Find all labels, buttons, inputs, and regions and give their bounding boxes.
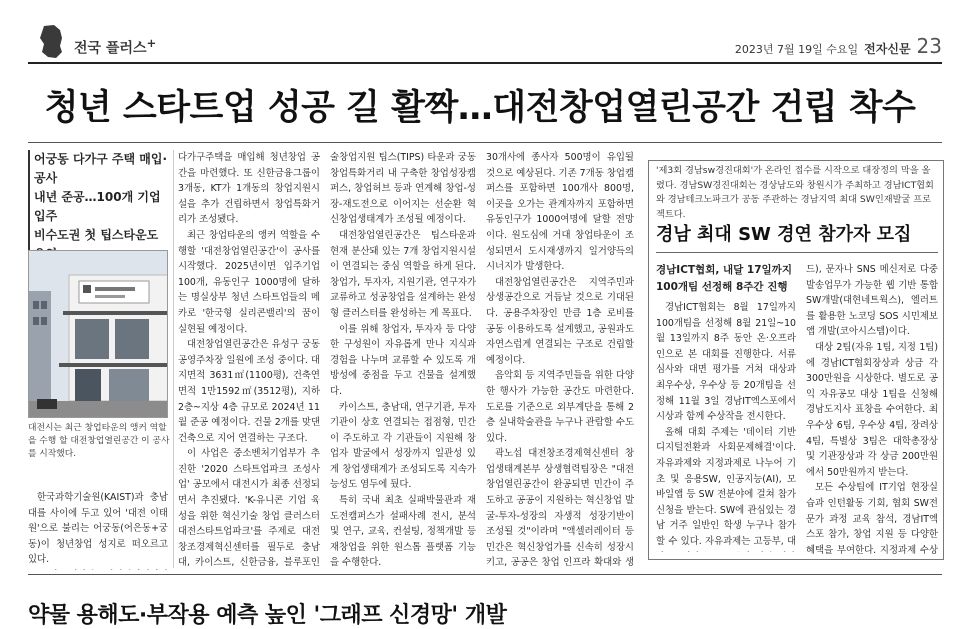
- paragraph: 대전창업열린공간은 지역주민과 상생공간으로 거듭날 것으로 기대된다. 공용주차장인 만큼 1층 로비를 공동 이용하도록 설계했고, 공원과도 자연스럽게 연결되는 구조로 건립할 예정이다.: [486, 276, 634, 366]
- section-title: 전국 플러스+: [74, 36, 157, 57]
- headline-rule: [28, 142, 942, 143]
- article-column-3: [330, 150, 476, 570]
- header-rule: [28, 62, 942, 64]
- column-divider: [173, 150, 174, 568]
- paragraph: 특히 국내 최초 실패박물관과 재도전캠퍼스가 설패사례 전시, 분석 및 연구, 교육, 컨설팅, 정책개발 등 재창업을 위한 원스톱 플랫폼 기능을 수행한다.: [330, 495, 476, 569]
- building-photo: [28, 250, 168, 418]
- bottom-rule: [28, 574, 942, 575]
- paragraph: [28, 568, 168, 570]
- paragraph: 대전창업열린공간은 유성구 궁동 공영주차장 일원에 조성 중이다. 대지면적 3631㎡(1100평), 건축연면적 1만1592㎡(3512평), 지하 2층~지상 4층 규모로 2024년 11월 준공 예정이다. 건물 2개를 맞댄 건축으로 지어 연결하는 구조다.: [178, 339, 320, 444]
- paragraph: 술창업지원 팁스(TIPS) 타운과 궁동 창업특화거리 내 구축한 창업성장캠퍼스, 창업허브 등과 연계해 창업-성장-재도전으로 이어지는 선순환 혁신창업생태계가 조성될 예정이다.: [330, 152, 476, 226]
- paragraph: 한국과학기술원(KAIST)과 충남대를 사이에 두고 있어 '대전 이태원'으로 불리는 어궁동(어은동+궁동)이 청년창업 성지로 떠오르고 있다.: [28, 492, 168, 566]
- next-article-headline: 약물 용해도·부작용 예측 높인 '그래프 신경망' 개발: [28, 603, 507, 628]
- photo-caption: 대전시는 최근 창업타운의 앵커 역할을 수행 할 대전창업열린공간 이 공사를 시작했다.: [28, 423, 170, 459]
- subheadline: 어궁동 다가구 주택 매입·공사: [28, 150, 168, 188]
- paragraph: 이 사업은 중소벤처기업부가 추진한 '2020 스타트업파크 조성사업' 공모에서 대전시가 최종 선정되면서 추진됐다. 'K-유니콘 기업 육성을 위한 혁신기술 창업 클러스터 대전스타트업파크'를 주제로 대전창조경제혁신센터를 필두로 충남대, 카이스트, 신한금융, 블루포인: [178, 448, 320, 569]
- paragraph: 30개사에 종사자 500명이 유입될 것으로 예상된다. 기존 7개동 창업캠퍼스를 포함하면 100개사 800명, 이곳을 오가는 관계자까지 포함하면 유동인구가 1000여명에 달할 전망이다. 원도심에 거대 창업타운이 조성되면서 도시재생까지 일거양득의 시너지가 발생한다.: [486, 152, 634, 273]
- sidebar-column-left: [656, 300, 796, 552]
- article-column-1: [28, 490, 168, 570]
- korea-map-icon: [36, 24, 66, 60]
- subheadline: 내년 준공…100개 기업 입주: [28, 188, 168, 226]
- paragraph: 최근 창업타운의 앵커 역할을 수행할 '대전창업열린공간'이 공사를 시작했다. 2025년이면 입주기업 100개, 유동인구 1000명에 달하는 명실상부 청년 스타트업들의 메카로 '한국형 실리콘밸리'의 꿈이 실현될 예정이다.: [178, 229, 320, 335]
- paragraph: 음악회 등 지역주민들을 위한 다양한 행사가 가능한 공간도 마련한다. 도로를 기준으로 외부계단을 통해 2층 실내학술관을 누구나 관람할 수도 있다.: [486, 370, 634, 444]
- page-number: 23: [916, 34, 942, 58]
- paragraph: 올해 대회 주제는 '데이터 기반 디지털전환과 사회문제해결'이다. 자유과제와 지정과제로 나누어 기초 및 응용SW, 인공지능(AI), 모바일앱 등 SW 전분야에 걸쳐 참가 신청을 받는다. SW에 관심있는 경남 거주 일반인 학생 누구나 참가할 수 있다. 자유과제는 고등부, 대: [656, 426, 796, 547]
- sidebar-headline: 경남 최대 SW 경연 참가자 모집: [656, 224, 912, 245]
- paragraph: 다가구주택을 매입해 청년창업 공간을 마련했다. 또 신한금융그룹이 3개동, KT가 1개동의 창업지원시설을 추가 건립하면서 창업특화거리가 조성됐다.: [178, 152, 320, 226]
- sidebar-subheadline: 경남ICT협회, 내달 17일까지 100개팀 선정해 8주간 진행: [656, 264, 792, 293]
- sidebar-lead: '제3회 경남sw경진대회'가 온라인 접수를 시작으로 대장정의 막을 올렸다. 경남SW경진대회는 경상남도와 창원시가 주최하고 경남ICT협회와 경남테크노파크가 공동 주관하는 경남지역 최대 SW인재발굴 프로젝트다.: [656, 165, 934, 220]
- paragraph: 곽노섭 대전창조경제혁신센터 창업생태계본부 상생협력팀장은 "대전창업열린공간이 완공되면 민간이 주도하고 공공이 지원하는 혁신창업 발굴-투자-성장의 자생적 성장기반이 조성될 것"이라며 "액셀러레이터 등 민간은 혁신창업가를 신속히 성장시키고, 공공은 창업 인프라 확대와 생: [486, 448, 634, 569]
- article-column-4: [486, 150, 634, 570]
- paragraph: 드), 문자나 SNS 메신저로 다중 발송업무가 가능한 웹 기반 통합 SW개발(대현네트웍스), 엘러트를 활용한 노코딩 SOS 시민제보앱 개발(코아시스템)이다.: [806, 264, 938, 338]
- paragraph: 대상 2팀(자유 1팀, 지정 1팀)에 경남ICT협회장상과 상금 각 300만원을 시상한다. 별도로 공익 자유공모 대상 1팀을 신청해 경남도지사 표창을 수여한다. 최우수상 6팀, 우수상 4팀, 장려상 4팀, 특별상 3팀은 대학총장상 및 기관장상과 각 상금 200만원에서 50만원까지 받는다.: [806, 341, 938, 478]
- paragraph: 대전창업열린공간은 팁스타운과 현재 분산돼 있는 7개 창업지원시설이 연결되는 중심 역할을 하게 된다. 창업가, 투자자, 지원기관, 연구자가 교류하고 성공창업을 설계하는 완성형 클러스터를 완성하는 게 목표다.: [330, 229, 476, 319]
- sidebar-column-right: [806, 262, 938, 554]
- paragraph: 모든 수상팀에 IT기업 현장실습과 인턴활동 기회, 협회 SW전문가 과정 교육 참석, 경남IT엑스포 참가, 창업 지원 등 다양한 혜택을 부여한다. 지정과제 수상: [806, 482, 938, 554]
- article-column-2: [178, 150, 320, 570]
- paragraph: 카이스트, 충남대, 연구기관, 투자기관이 상호 연결되는 접점형, 민간이 주도하고 각 기관들이 지원해 창업자 발굴에서 성장까지 일관성 있게 창업생태계가 조성되도록 지속가능성도 염두에 뒀다.: [330, 401, 476, 491]
- main-headline: 청년 스타트업 성공 길 활짝…대전창업열린공간 건립 착수: [44, 88, 916, 128]
- issue-date: 2023년 7월 19일 수요일: [734, 43, 859, 56]
- page-header: [0, 0, 960, 70]
- paragraph: 이를 위해 창업자, 투자자 등 다양한 구성원이 자유롭게 만나 지식과 경험을 나누며 교류할 수 있도록 개방성에 중점을 두고 건물을 설계했다.: [330, 323, 476, 397]
- paragraph: 경남ICT협회는 8월 17일까지 100개팀을 선정해 8월 21일~10월 13일까지 8주 동안 온·오프라인으로 본 대회를 진행한다. 서류 심사와 대면 평가를 거쳐 대상과 최우수상, 우수상 등 20개팀을 선정해 11월 3일 경남IT엑스포에서 시상과 함께 수상작을 전시한다.: [656, 302, 796, 423]
- sidebar-rule: [656, 252, 938, 253]
- header-meta: [735, 34, 942, 58]
- paper-name: 전자신문: [864, 42, 911, 56]
- building-illustration: [29, 251, 168, 418]
- subheadline: 비수도권 첫 팁스타운도: [28, 226, 168, 264]
